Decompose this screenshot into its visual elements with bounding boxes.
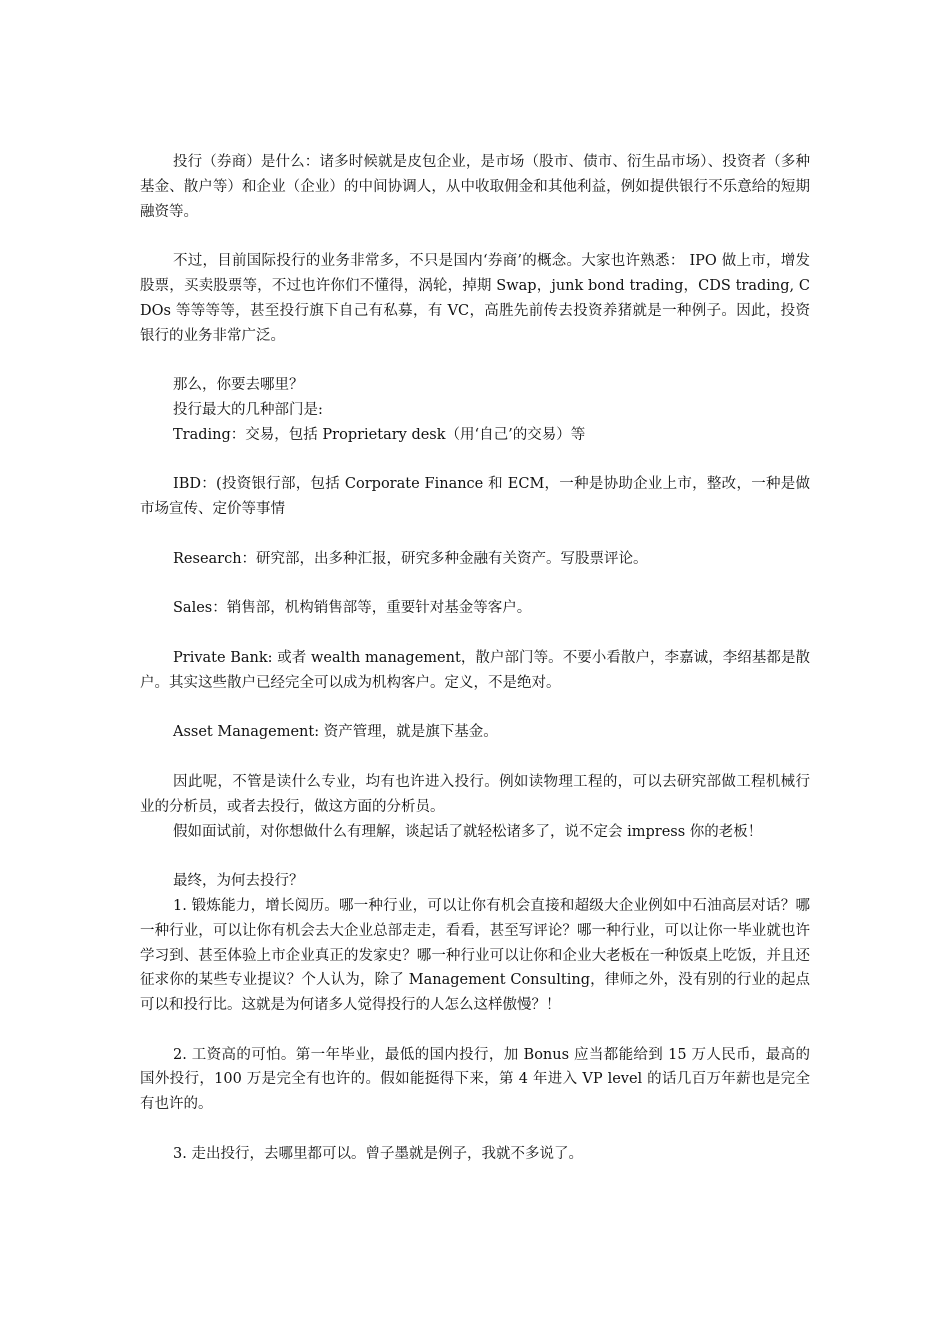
paragraph: Asset Management: 资产管理，就是旗下基金。: [173, 724, 498, 741]
paragraph-gap: [140, 448, 810, 473]
paragraph-gap: [140, 572, 810, 597]
paragraph-gap: [140, 224, 810, 249]
paragraph: 2. 工资高的可怕。第一年毕业，最低的国内投行，加 Bonus 应当都能给到 15 万人民币，最高的国外投行，100 万是完全有也许的。假如能挺得下来，第 4 年进入 VP level 的话几百万年薪也是完全有也许的。: [140, 1046, 810, 1113]
paragraph-gap: [140, 844, 810, 869]
paragraph-gap: [140, 1117, 810, 1142]
paragraph: Trading：交易，包括 Proprietary desk（用‘自己’的交易）等: [173, 426, 586, 443]
paragraph-gap: [140, 1018, 810, 1043]
paragraph: 那么，你要去哪里？: [173, 377, 304, 394]
paragraph: 3. 走出投行，去哪里都可以。曾子墨就是例子，我就不多说了。: [173, 1145, 583, 1162]
paragraph: 假如面试前，对你想做什么有理解，谈起话了就轻松诸多了，说不定会 impress 你的老板！: [173, 823, 763, 840]
paragraph: Research：研究部，出多种汇报，研究多种金融有关资产。写股票评论。: [173, 550, 648, 567]
paragraph: 不过，目前国际投行的业务非常多，不只是国内‘券商’的概念。大家也许熟悉： IPO 做上市，增发股票，买卖股票等，不过也许你们不懂得，涡轮，掉期 Swap，junk bond trading，CDS trading, CDOs 等等等等，甚至投行旗下自己有私募，有 VC，高胜先前传去投资养猪就是一种例子。因此，投资银行的业务非常广泛。: [140, 253, 810, 344]
paragraph-gap: [140, 745, 810, 770]
paragraph: IBD：(投资银行部，包括 Corporate Finance 和 ECM，一种是协助企业上市，整改，一种是做市场宣传、定价等事情: [140, 476, 810, 518]
paragraph: 最终，为何去投行？: [173, 873, 304, 890]
paragraph: Sales：销售部，机构销售部等，重要针对基金等客户。: [173, 600, 532, 617]
paragraph: 1. 锻炼能力，增长阅历。哪一种行业，可以让你有机会直接和超级大企业例如中石油高层对话？哪一种行业，可以让你有机会去大企业总部走走，看看，甚至写评论？哪一种行业，可以让你一毕业就也许学习到、甚至体验上市企业真正的发家史？哪一种行业可以让你和企业大老板在一种饭桌上吃饭，并且还征求你的某些专业提议？个人认为，除了 Management Consulting，律师之外，没有别的行业的起点可以和投行比。这就是为何诸多人觉得投行的人怎么这样傲慢？！: [140, 897, 810, 1014]
paragraph: 投行最大的几种部门是:: [173, 401, 323, 418]
paragraph: Private Bank: 或者 wealth management，散户部门等。不要小看散户，李嘉诚，李绍基都是散户。其实这些散户已经完全可以成为机构客户。定义，不是绝对。: [140, 649, 810, 691]
paragraph-gap: [140, 522, 810, 547]
paragraph: 投行（券商）是什么：诸多时候就是皮包企业，是市场（股市、债市、衍生品市场）、投资者（多种基金、散户等）和企业（企业）的中间协调人，从中收取佣金和其他利益，例如提供银行不乐意给的短期融资等。: [140, 154, 810, 220]
paragraph-gap: [140, 696, 810, 721]
paragraph: 因此呢，不管是读什么专业，均有也许进入投行。例如读物理工程的，可以去研究部做工程机械行业的分析员，或者去投行，做这方面的分析员。: [140, 773, 810, 815]
paragraph-gap: [140, 348, 810, 373]
document-body: [140, 150, 810, 1167]
paragraph-gap: [140, 621, 810, 646]
